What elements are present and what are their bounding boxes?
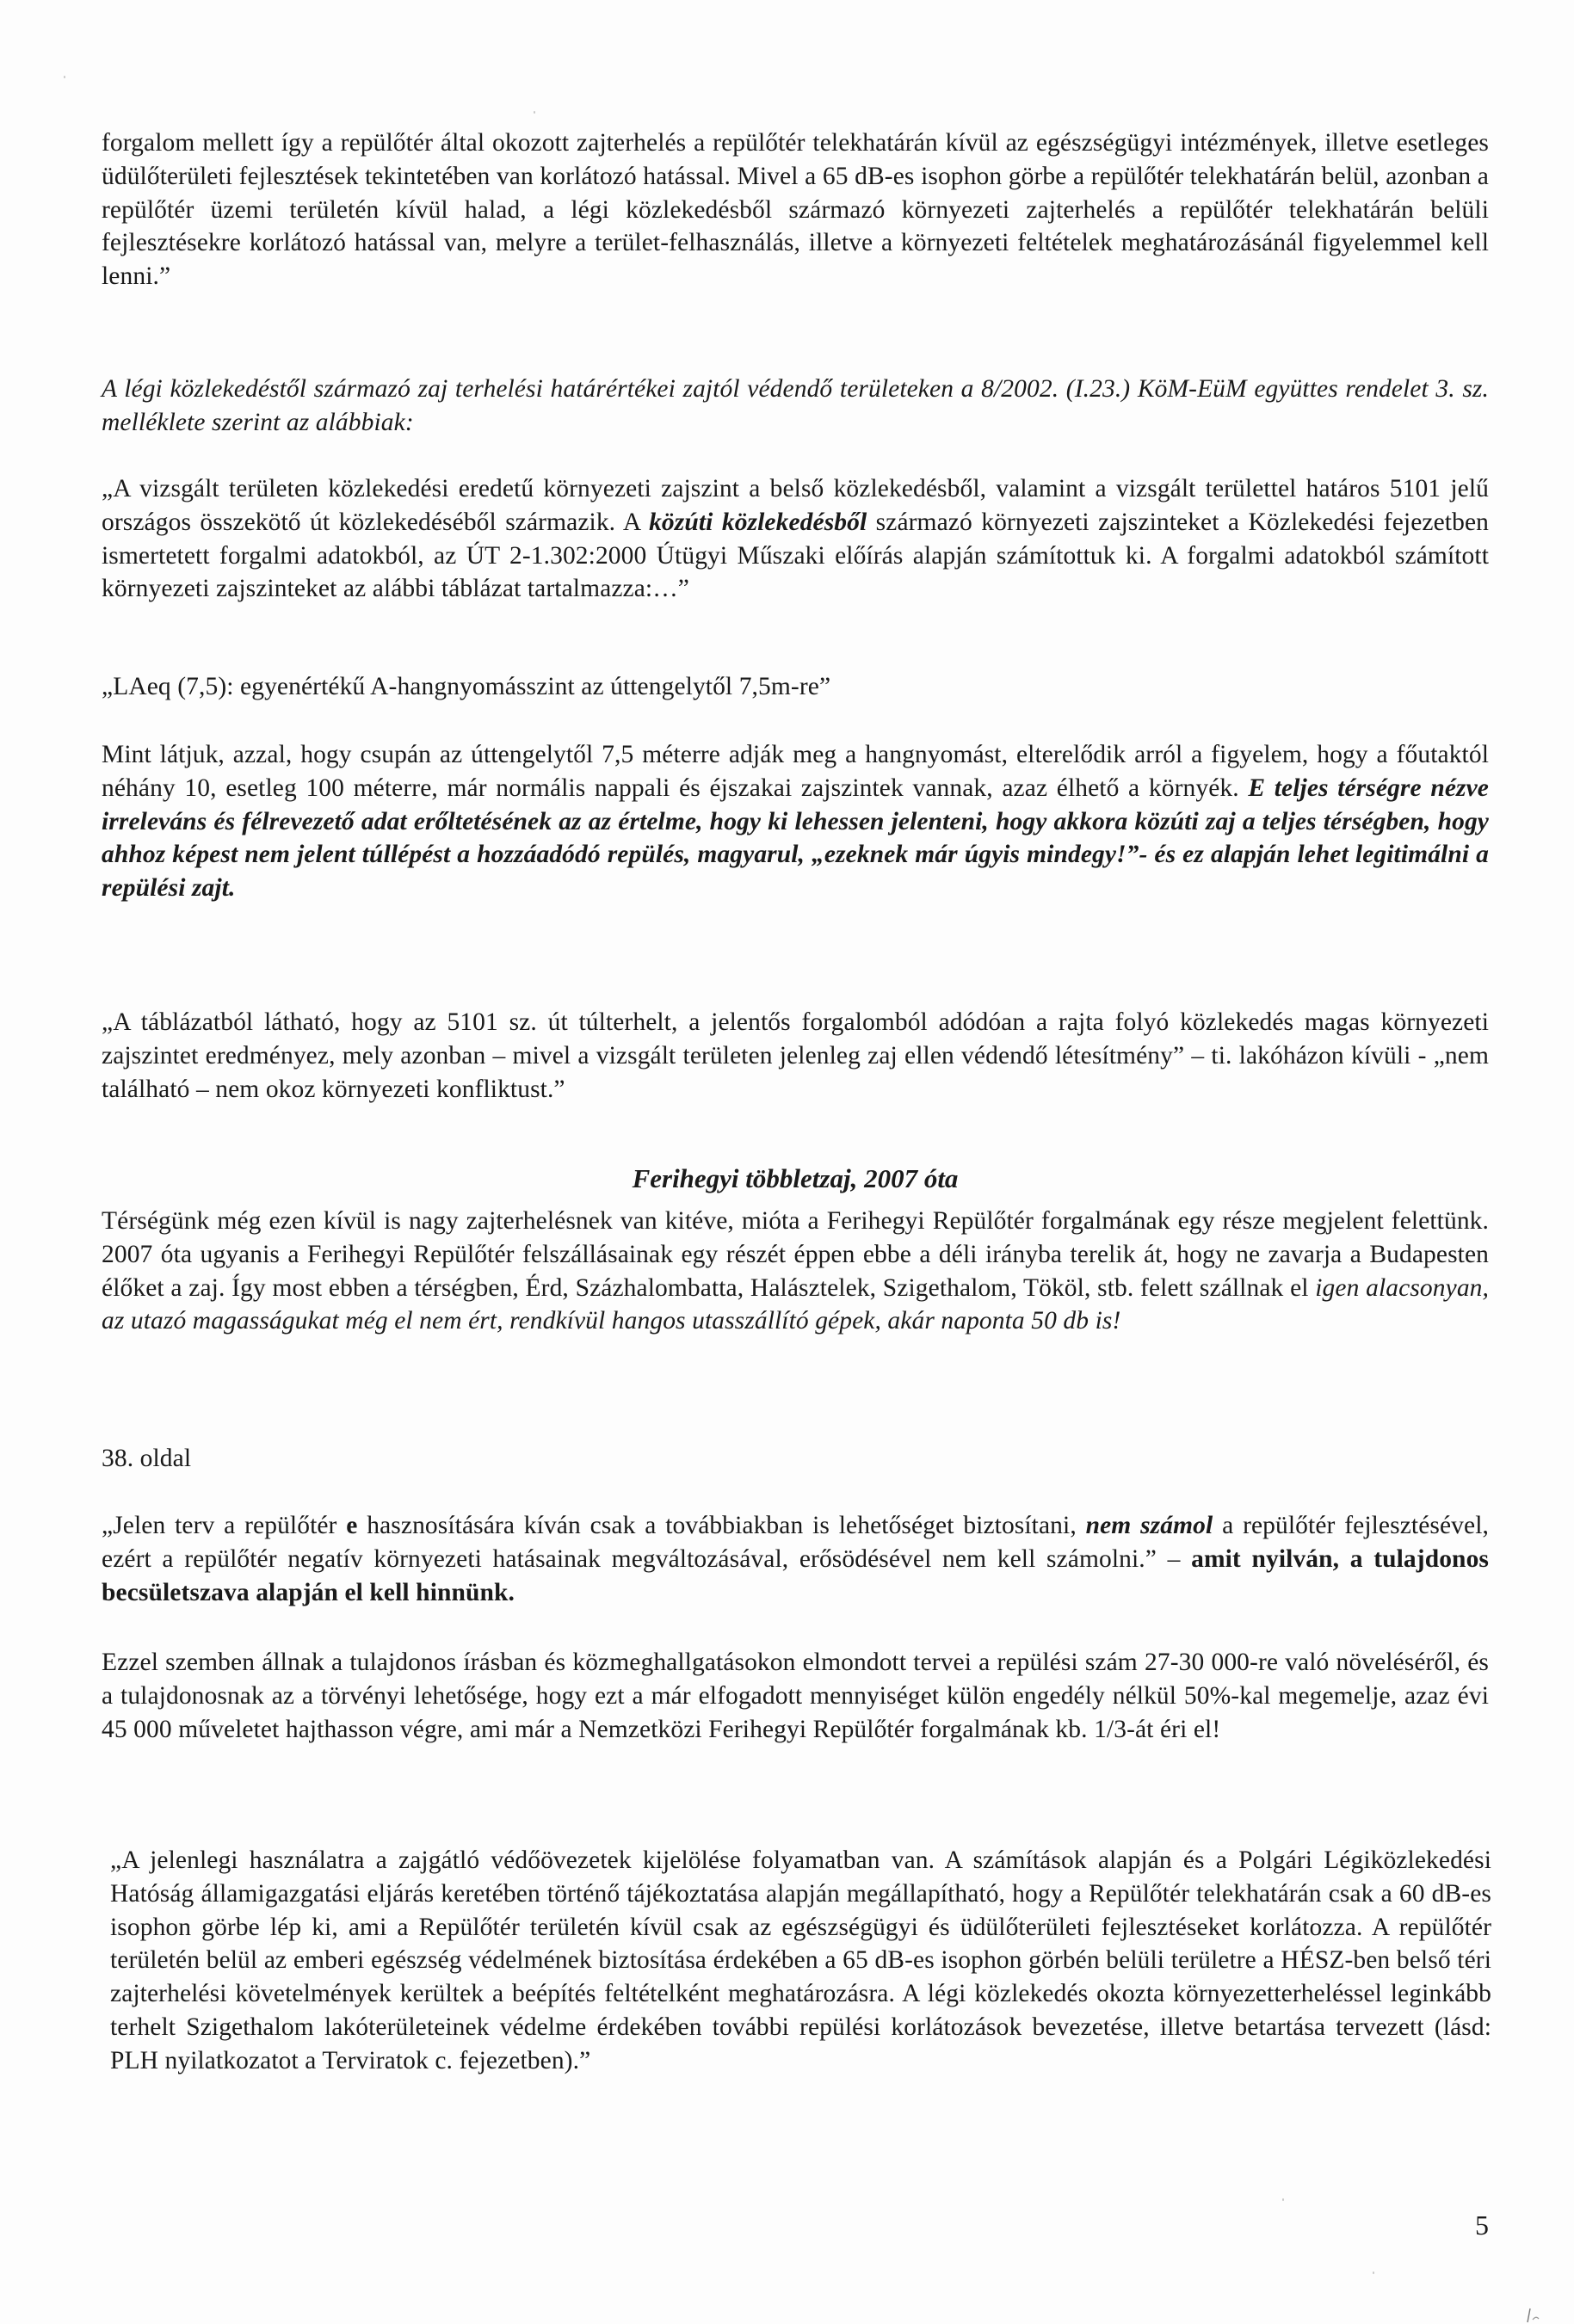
paragraph-regulation-intro <box>102 373 1489 440</box>
bold-italic-emphasis: közúti közlekedésből <box>649 508 867 536</box>
bold-italic-emphasis: E teljes térségre nézve irreleváns és félrevezető adat erőltetésének az az értelme, hogy ki lehessen jelenteni, hogy akkora közúti zaj a teljes térségben, hogy ahhoz képest nem jelent túllépést a hozzáadódó repülés, magyarul, „ezeknek már úgyis mindegy!”- és ez alapján lehet legitimálni a repülési zajt. <box>102 774 1489 903</box>
handwritten-mark-icon <box>1525 2308 1542 2323</box>
paragraph-text: forgalom mellett így a repülőtér által okozott zajterhelés a repülőtér telekhatárán kívül az egészségügyi intézmények, illetve esetleges üdülőterületi fejlesztések tekintetében van korlátozó hatással. Mivel a 65 dB-es isophon görbe a repülőtér telekhatárán belül, azonban a repülőtér üzemi területén kívül halad, a légi közlekedésből származó környezeti zajterhelés a repülőtér telekhatárán belüli fejlesztésekre korlátozó hatással van, melyre a terület-felhasználás, illetve a környezeti feltételek meghatározásánál figyelemmel kell lenni.” <box>102 129 1489 291</box>
italic-emphasis: igen alacsonyan, az utazó magasságukat még el nem ért, rendkívül hangos utasszállító gépek, akár naponta 50 db is! <box>102 1273 1489 1335</box>
page-reference <box>102 1442 1489 1476</box>
paragraph-commentary <box>102 738 1489 905</box>
paragraph-text-wrapper <box>102 472 1489 606</box>
paragraph-text-wrapper <box>102 1205 1489 1338</box>
quote-text: hasznosítására kíván csak a továbbiakban is lehetőséget biztosítani, <box>357 1512 1086 1539</box>
italic-text: A légi közlekedéstől származó zaj terhelési határértékei zajtól védendő területeken a 8/2002. (I.23.) KöM-EüM együttes rendelet 3. sz. melléklete szerint az alábbiak: <box>102 375 1489 436</box>
body-text: Ezzel szemben állnak a tulajdonos írásban és közmeghallgatásokon elmondott tervei a repülési szám 27-30 000-re való növeléséről, és a tulajdonosnak az a törvényi lehetősége, hogy ezt a már elfogadott mennyiséget külön engedély nélkül 50%-kal megemelje, azaz évi 45 000 műveletet hajthasson végre, ami már a Nemzetközi Ferihegyi Repülőtér forgalmának kb. 1/3-át éri el! <box>102 1649 1489 1743</box>
quote-text: „A jelenlegi használatra a zajgátló védőövezetek kijelölése folyamatban van. A számítások alapján és a Polgári Légiközlekedési Hatóság államigazgatási eljárás keretében történő tájékoztatása alapján megállapítható, hogy a Repülőtér telekhatárán csak a 60 dB-es isophon görbe lép ki, ami a Repülőtér területén kívül csak az egészségügyi és üdülőterületi fejlesztéseket korlátozza. A repülőtér területén belül az emberi egészség védelmének biztosítása érdekében a 65 dB-es isophon görbén belüli területre a HÉSZ-ben belső téri zajterhelési követelmények kerültek a beépítés feltételként meghatározásra. A légi közlekedés okozta környezetterheléssel leginkább terhelt Szigethalom lakóterületeinek védelme érdekében további repülési korlátozások bevezetése, illetve betartása tervezett (lásd: PLH nyilatkozatot a Terviratok c. fejezetben).” <box>110 1846 1491 2074</box>
quote-text-continued: származó környezeti zajszinteket a Közlekedési fejezetben ismertetett forgalmi adatokból, az ÚT 2-1.302:2000 Útügyi Műszaki előírás alapján számítottuk ki. A forgalmi adatokból számított környezeti zajszinteket az alábbi táblázat tartalmazza:…” <box>102 508 1489 603</box>
paragraph-quote-protection-zones <box>110 1844 1491 2078</box>
quote-text: „A táblázatból látható, hogy az 5101 sz. út túlterhelt, a jelentős forgalomból adódóan a rajta folyó közlekedés magas környezeti zajszintet eredményez, mely azonban – mivel a vizsgált területen jelenleg zaj ellen védendő létesítmény” – ti. lakóházon kívüli - „nem található – nem okoz környezeti konfliktust.” <box>102 1008 1489 1103</box>
quote-text: „Jelen terv a repülőtér <box>102 1512 347 1539</box>
page-reference-text: 38. oldal <box>102 1445 192 1472</box>
definition-text: „LAeq (7,5): egyenértékű A-hangnyomásszint az úttengelytől 7,5m-re” <box>102 673 831 700</box>
paragraph-text-wrapper <box>102 1509 1489 1609</box>
paragraph-ferihegy-noise <box>102 1205 1489 1338</box>
scan-speck <box>1373 2272 1374 2274</box>
quote-text: „A vizsgált területen közlekedési eredetű környezeti zajszint a belső közlekedésből, valamint a vizsgált területtel határos 5101 jelű országos összekötő út közlekedéséből származik. A <box>102 475 1489 536</box>
paragraph-laeq-definition <box>102 670 1489 704</box>
bold-commentary: amit nyilván, a tulajdonos becsületszava alapján el kell hinnünk. <box>102 1544 1489 1606</box>
paragraph-continuation <box>102 126 1489 293</box>
quote-text: a repülőtér fejlesztésével, ezért a repülőtér negatív környezeti hatásainak megváltozásával, erősödésével nem kell számolni.” – <box>102 1512 1489 1573</box>
section-heading: Ferihegyi többletzaj, 2007 óta <box>632 1163 959 1193</box>
bold-italic-emphasis: nem számol <box>1085 1512 1213 1539</box>
paragraph-quote-table <box>102 1006 1489 1106</box>
paragraph-quote-plan <box>102 1509 1489 1609</box>
bold-letter: e <box>346 1512 358 1539</box>
body-text: Térségünk még ezen kívül is nagy zajterhelésnek van kitéve, mióta a Ferihegyi Repülőtér forgalmának egy része megjelent felettünk. 2007 óta ugyanis a Ferihegyi Repülőtér felszállásainak egy részét éppen ebbe a déli irányba terelik át, hogy ne zavarja a Budapesten élőket a zaj. Így most ebben a térségben, Érd, Százhalombatta, Halásztelek, Szigethalom, Tököl, stb. felett szállnak el <box>102 1207 1489 1302</box>
page-number: 5 <box>1475 2210 1489 2241</box>
paragraph-owner-plans <box>102 1646 1489 1746</box>
commentary-text: Mint látjuk, azzal, hogy csupán az úttengelytől 7,5 méterre adják meg a hangnyomást, elterelődik arról a figyelem, hogy a főutaktól néhány 10, esetleg 100 méterre, már normális nappali és éjszakai zajszintek vannak, azaz élhető a környék. <box>102 741 1489 802</box>
paragraph-text-wrapper <box>102 738 1489 905</box>
scan-speck <box>64 76 65 78</box>
scan-speck <box>534 111 535 114</box>
scan-speck <box>1282 2198 1284 2201</box>
paragraph-quote-traffic-noise <box>102 472 1489 606</box>
